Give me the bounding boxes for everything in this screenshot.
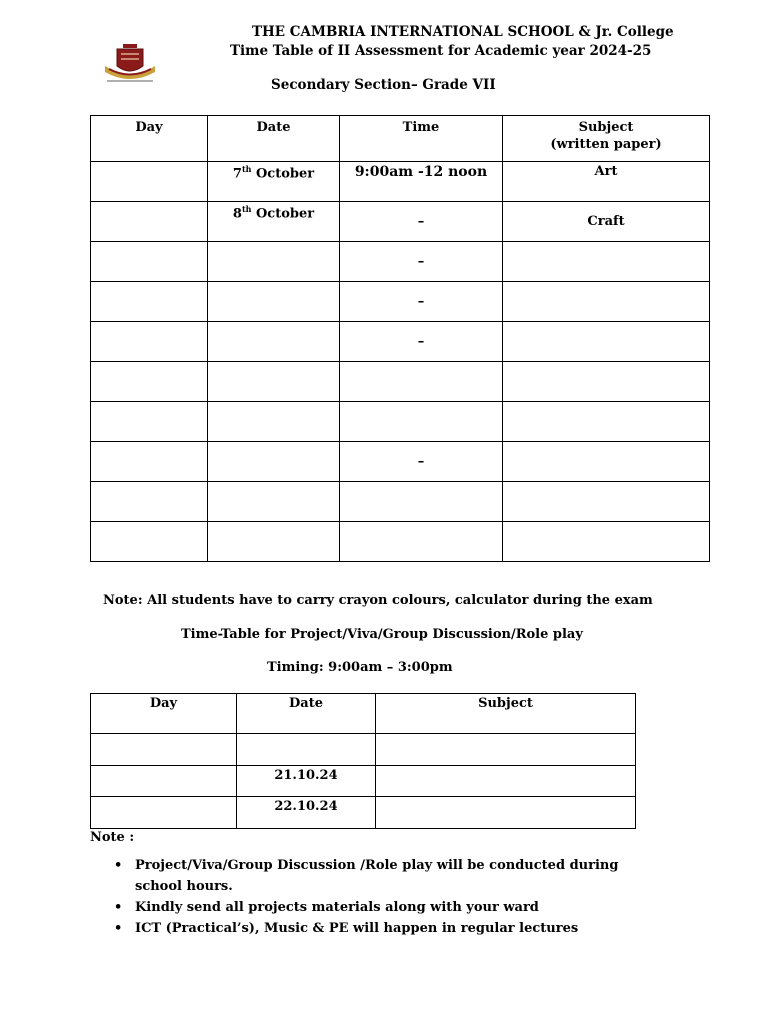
table-row — [91, 766, 636, 797]
table-row — [91, 402, 710, 442]
cell-date — [208, 282, 340, 322]
table-row — [91, 482, 710, 522]
header-day: Day — [91, 116, 208, 162]
cell-subject — [376, 797, 636, 829]
exam-timetable — [90, 115, 710, 562]
list-item-text: Project/Viva/Group Discussion /Role play will be conducted during school hours. — [135, 858, 619, 894]
cell-day — [91, 282, 208, 322]
cell-subject — [503, 362, 710, 402]
project-title: Time-Table for Project/Viva/Group Discussion/Role play — [181, 627, 583, 642]
cell-day — [91, 442, 208, 482]
bullet-icon: • — [114, 900, 123, 915]
table-row — [91, 362, 710, 402]
table-row — [91, 162, 710, 202]
cell-subject — [503, 242, 710, 282]
header-date: Date — [237, 694, 376, 734]
cell-date — [208, 242, 340, 282]
list-item — [108, 897, 668, 918]
header-subject — [503, 116, 710, 162]
header-date: Date — [208, 116, 340, 162]
header-day: Day — [91, 694, 237, 734]
list-item-text: Kindly send all projects materials along with your ward — [135, 900, 539, 915]
cell-day — [91, 766, 237, 797]
cell-date — [237, 734, 376, 766]
table-row — [91, 797, 636, 829]
section-title: Secondary Section– Grade VII — [271, 77, 496, 93]
header-subject: Subject — [376, 694, 636, 734]
cell-time: – — [340, 282, 503, 322]
cell-date: 21.10.24 — [237, 766, 376, 797]
cell-subject — [376, 766, 636, 797]
cell-subject — [503, 402, 710, 442]
list-item — [108, 918, 668, 939]
table-row — [91, 242, 710, 282]
cell-date — [208, 162, 340, 202]
cell-subject: Craft — [503, 202, 710, 242]
cell-subject — [503, 282, 710, 322]
cell-time: – — [340, 242, 503, 282]
cell-day — [91, 402, 208, 442]
school-name: THE CAMBRIA INTERNATIONAL SCHOOL & Jr. College — [252, 24, 674, 40]
cell-day — [91, 362, 208, 402]
cell-date — [208, 322, 340, 362]
table-row — [91, 734, 636, 766]
cell-time: – — [340, 442, 503, 482]
bullet-icon: • — [114, 858, 123, 873]
cell-day — [91, 162, 208, 202]
cell-time — [340, 402, 503, 442]
header-subject-line1: Subject — [578, 120, 634, 135]
cell-day — [91, 242, 208, 282]
cell-date — [208, 402, 340, 442]
list-item — [108, 855, 668, 897]
cell-subject — [503, 442, 710, 482]
cell-day — [91, 322, 208, 362]
table-row — [91, 322, 710, 362]
cell-time — [340, 522, 503, 562]
cell-day — [91, 522, 208, 562]
cell-time: – — [340, 202, 503, 242]
cell-time — [340, 482, 503, 522]
cell-subject: Art — [503, 162, 710, 202]
date-month: October — [251, 206, 315, 222]
table-row — [91, 442, 710, 482]
cell-date — [208, 202, 340, 242]
cell-day — [91, 734, 237, 766]
cell-date — [208, 522, 340, 562]
cell-day — [91, 482, 208, 522]
notes-list — [108, 855, 668, 939]
list-item-text: ICT (Practical’s), Music & PE will happen in regular lectures — [135, 921, 579, 936]
table-row — [91, 202, 710, 242]
cell-date — [208, 482, 340, 522]
cell-date — [208, 442, 340, 482]
school-crest-logo — [101, 42, 159, 88]
date-month: October — [251, 166, 315, 182]
note-label: Note : — [90, 830, 135, 845]
cell-day — [91, 202, 208, 242]
cell-subject — [503, 322, 710, 362]
cell-time: – — [340, 322, 503, 362]
table-row — [91, 522, 710, 562]
date-suffix: th — [241, 204, 252, 214]
date-suffix: th — [241, 164, 252, 174]
cell-time: 9:00am -12 noon — [340, 162, 503, 202]
exam-note: Note: All students have to carry crayon colours, calculator during the exam — [103, 593, 653, 608]
project-timetable — [90, 693, 636, 829]
cell-subject — [503, 522, 710, 562]
date-day: 8 — [232, 206, 242, 222]
project-timing: Timing: 9:00am – 3:00pm — [267, 660, 453, 675]
cell-date: 22.10.24 — [237, 797, 376, 829]
header-subject-line2: (written paper) — [550, 137, 662, 152]
bullet-icon: • — [114, 921, 123, 936]
cell-date — [208, 362, 340, 402]
date-day: 7 — [232, 166, 242, 182]
table-row — [91, 282, 710, 322]
cell-time — [340, 362, 503, 402]
cell-subject — [376, 734, 636, 766]
cell-day — [91, 797, 237, 829]
page-title: Time Table of II Assessment for Academic year 2024-25 — [230, 43, 652, 59]
header-time: Time — [340, 116, 503, 162]
cell-subject — [503, 482, 710, 522]
